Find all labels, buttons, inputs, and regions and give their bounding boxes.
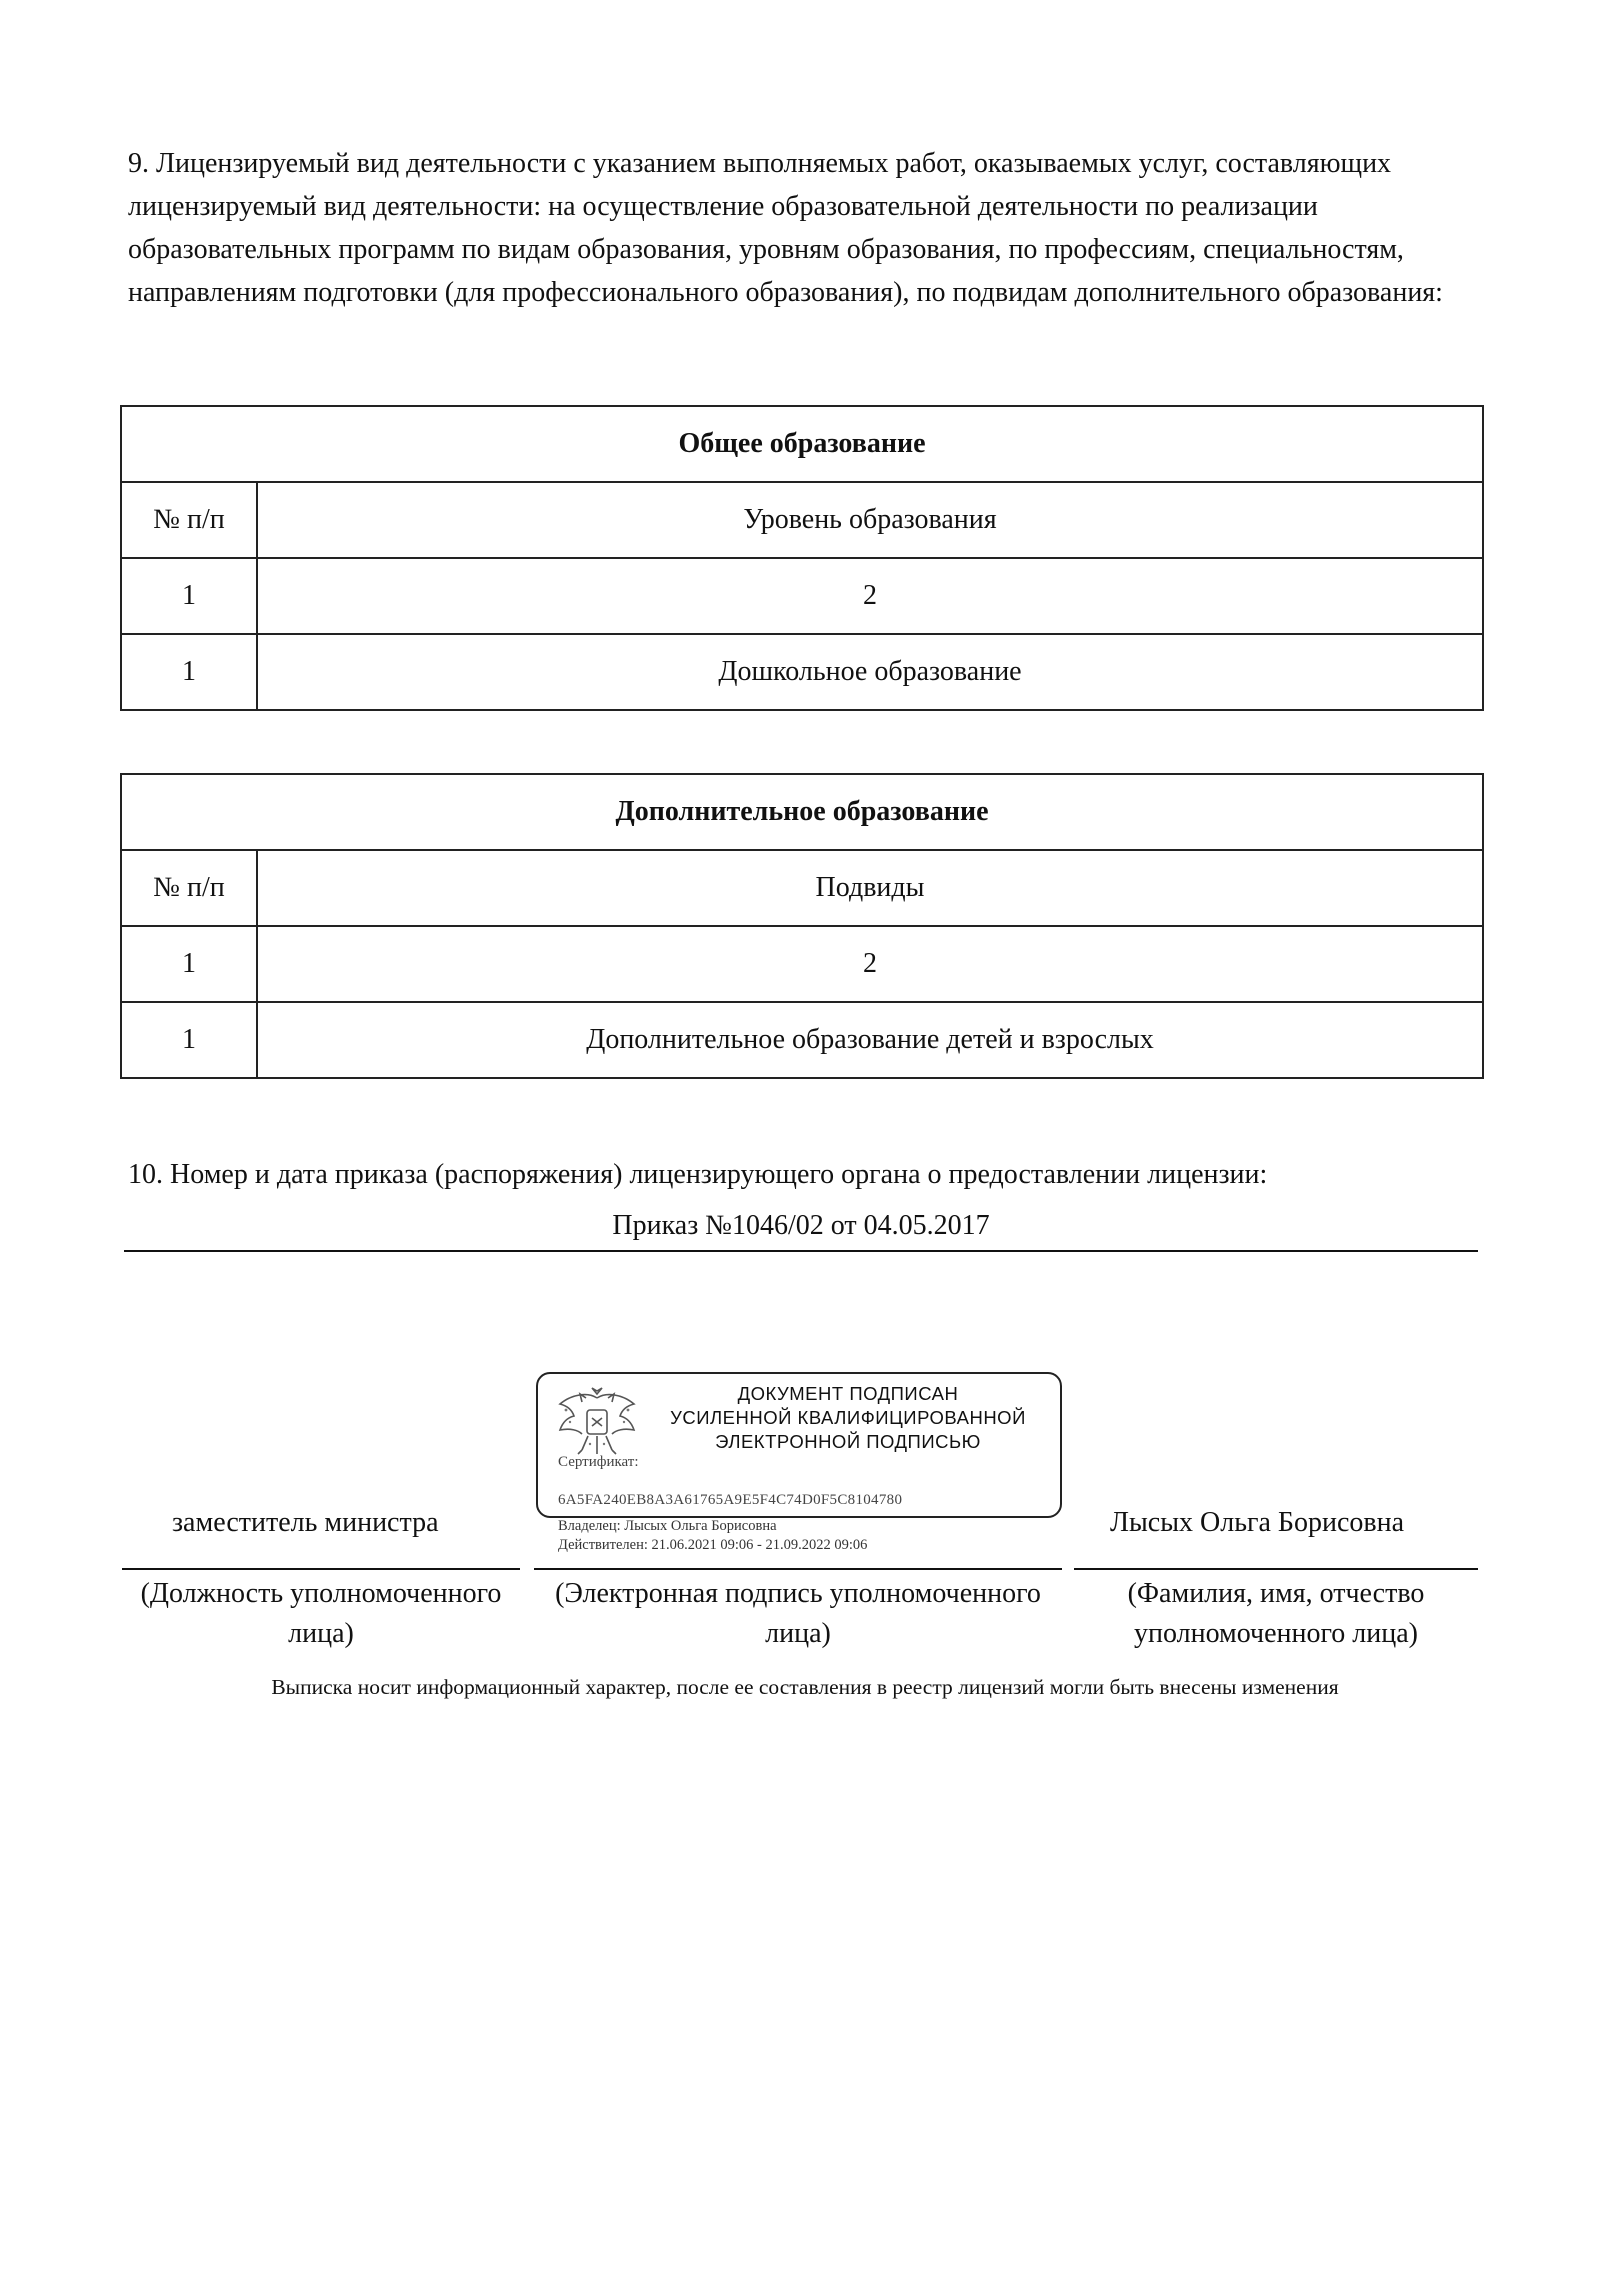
stamp-header bbox=[638, 1382, 1058, 1454]
certificate-owner: Владелец: Лысых Ольга Борисовна bbox=[558, 1518, 777, 1534]
table-title: Общее образование bbox=[121, 406, 1483, 482]
table-index-row bbox=[121, 926, 1483, 1002]
general-education-table bbox=[120, 405, 1484, 711]
table-cell: 1 bbox=[121, 558, 257, 634]
footnote: Выписка носит информационный характер, после ее составления в реестр лицензий могли быть внесены изменения bbox=[271, 1675, 1339, 1699]
electronic-signature-stamp bbox=[536, 1372, 1062, 1518]
table-cell: 1 bbox=[121, 1002, 257, 1078]
coat-of-arms-icon bbox=[552, 1384, 642, 1464]
caption-position: (Должность уполномоченного лица) bbox=[140, 1578, 502, 1649]
stamp-line: УСИЛЕННОЙ КВАЛИФИЦИРОВАННОЙ bbox=[670, 1407, 1026, 1428]
section-9-text: 9. Лицензируемый вид деятельности с указанием выполняемых работ, оказываемых услуг, составляющих лицензируемый вид деятельности: на осуществление образовательной деятельности по реализации образовательных программ по видам образования, уровням образования, по профессиям, специальностям, направлениям подготовки (для профессионального образования), по подвидам дополнительного образования: bbox=[128, 148, 1443, 308]
signer-position: заместитель министра bbox=[172, 1507, 439, 1538]
caption-name: (Фамилия, имя, отчество уполномоченного лица) bbox=[1127, 1578, 1425, 1649]
order-number: Приказ №1046/02 от 04.05.2017 bbox=[124, 1206, 1478, 1252]
certificate-validity: Действителен: 21.06.2021 09:06 - 21.09.2022 09:06 bbox=[558, 1537, 868, 1553]
caption-signature: (Электронная подпись уполномоченного лица) bbox=[555, 1578, 1041, 1649]
name-underline bbox=[1074, 1568, 1478, 1570]
column-header-number: № п/п bbox=[121, 482, 257, 558]
additional-education-table bbox=[120, 773, 1484, 1079]
table-cell: 2 bbox=[257, 558, 1483, 634]
certificate-label: Сертификат: bbox=[558, 1454, 639, 1470]
signature-underline bbox=[534, 1568, 1062, 1570]
position-underline bbox=[122, 1568, 520, 1570]
table-row bbox=[121, 1002, 1483, 1078]
table-row bbox=[121, 634, 1483, 710]
stamp-line: ДОКУМЕНТ ПОДПИСАН bbox=[737, 1383, 959, 1404]
column-header-number: № п/п bbox=[121, 850, 257, 926]
table-cell: 2 bbox=[257, 926, 1483, 1002]
table-cell: 1 bbox=[121, 634, 257, 710]
table-cell: Дополнительное образование детей и взрослых bbox=[257, 1002, 1483, 1078]
column-header-subtypes: Подвиды bbox=[257, 850, 1483, 926]
table-cell: 1 bbox=[121, 926, 257, 1002]
table-cell: Дошкольное образование bbox=[257, 634, 1483, 710]
section-10-text: 10. Номер и дата приказа (распоряжения) лицензирующего органа о предоставлении лицензии: bbox=[128, 1159, 1268, 1190]
table-index-row bbox=[121, 558, 1483, 634]
certificate-number: 6A5FA240EB8A3A61765A9E5F4C74D0F5C8104780 bbox=[558, 1492, 903, 1508]
column-header-level: Уровень образования bbox=[257, 482, 1483, 558]
stamp-line: ЭЛЕКТРОННОЙ ПОДПИСЬЮ bbox=[715, 1431, 981, 1452]
table-title: Дополнительное образование bbox=[121, 774, 1483, 850]
signer-full-name: Лысых Ольга Борисовна bbox=[1110, 1507, 1405, 1538]
